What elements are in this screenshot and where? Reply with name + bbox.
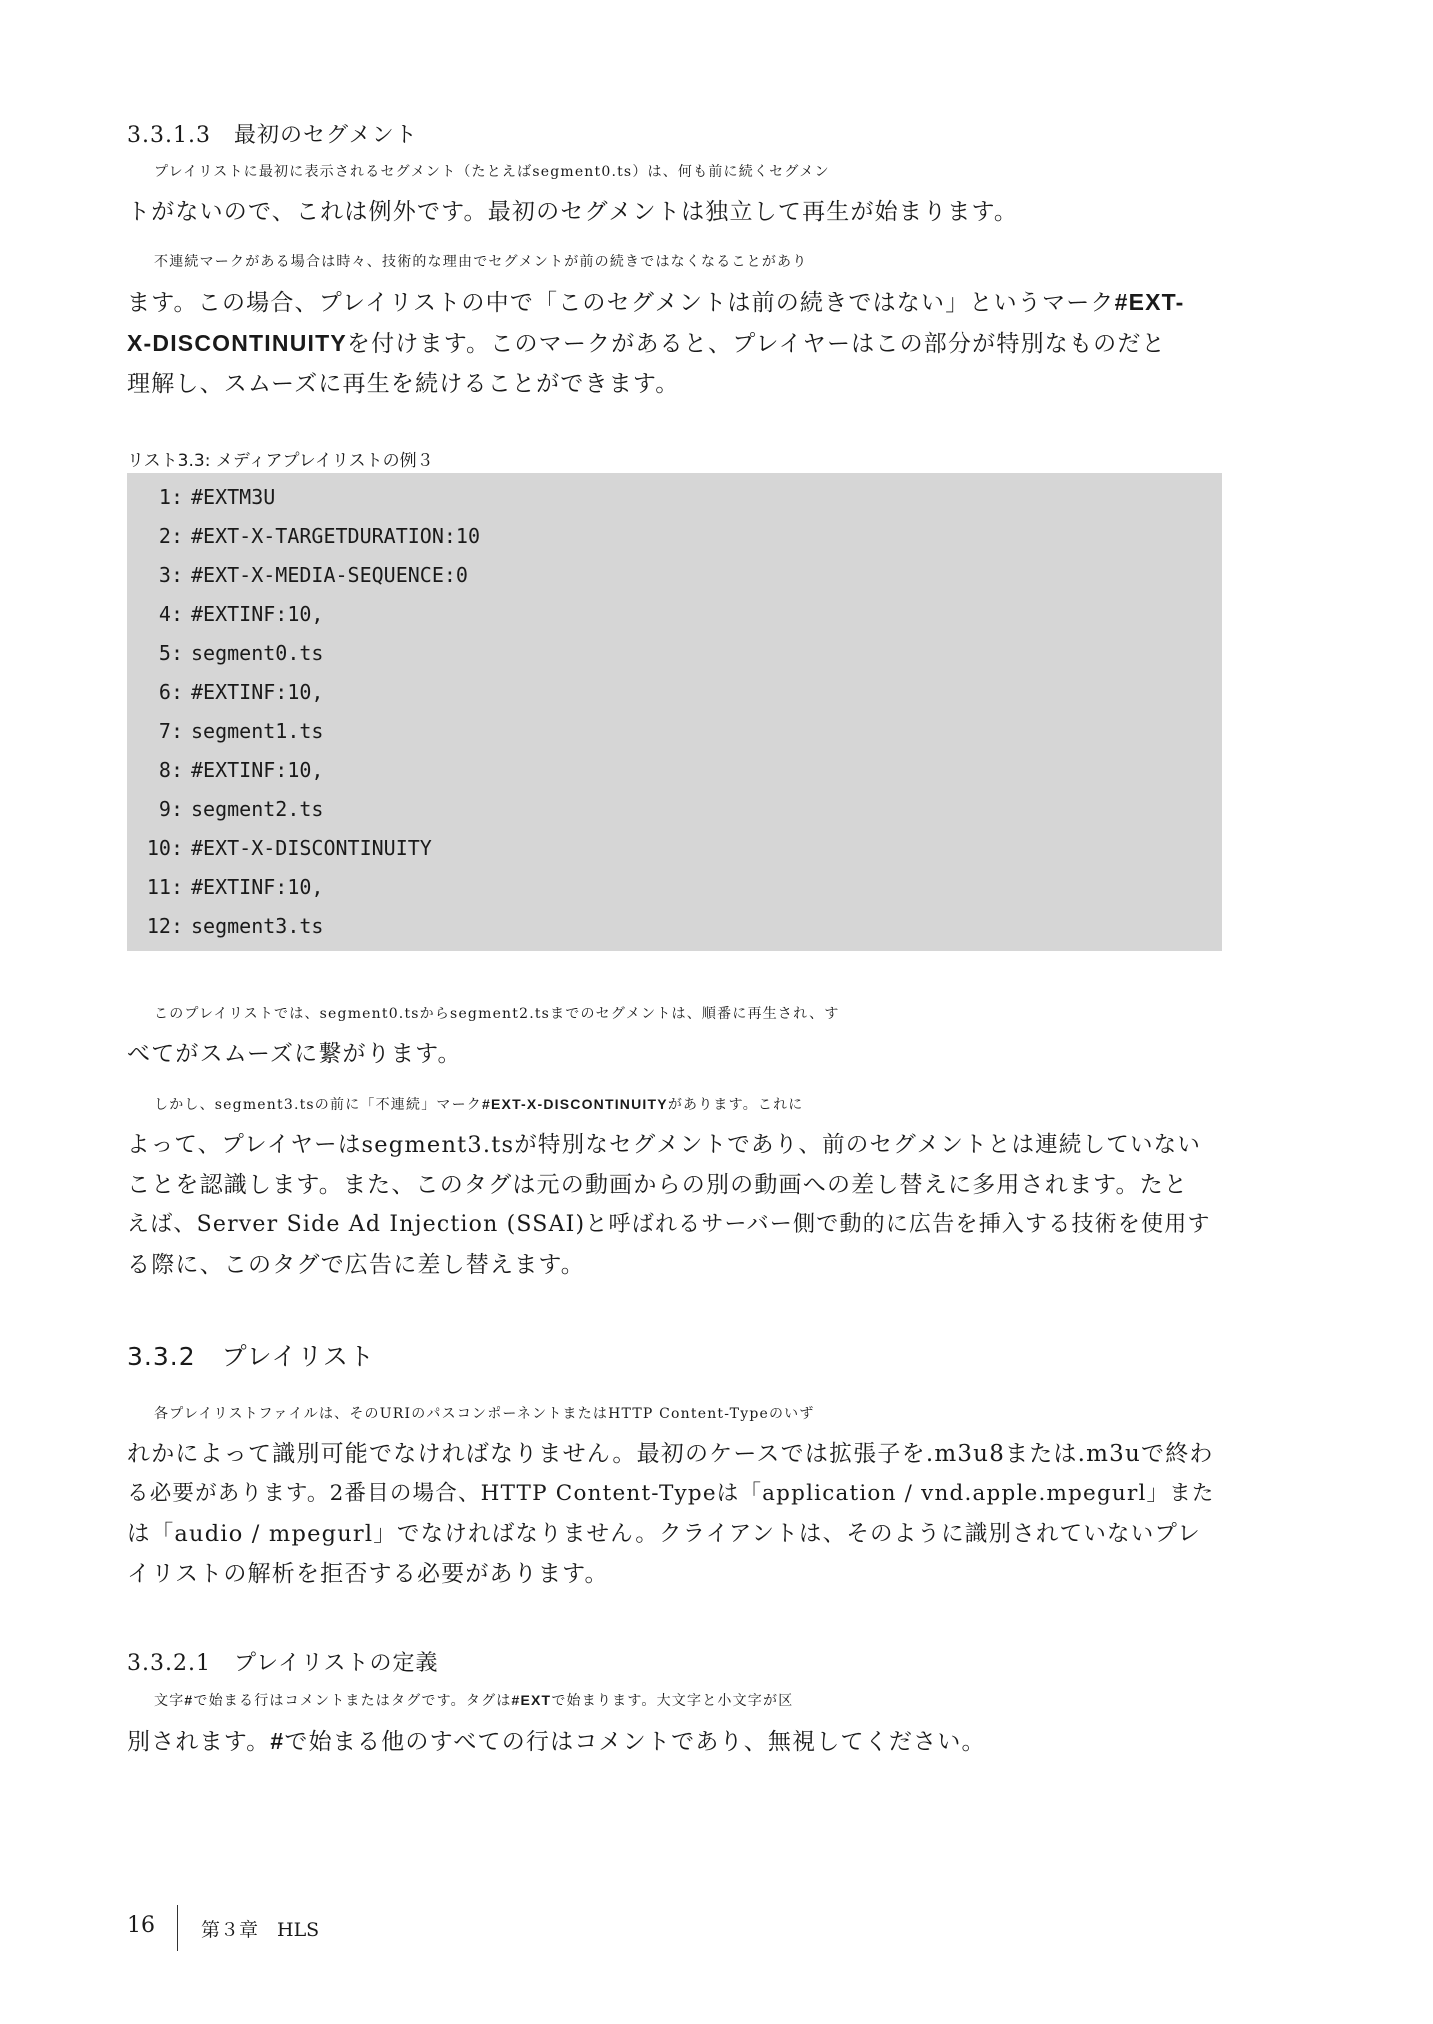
code-line	[127, 906, 1222, 946]
tag-keyword: #	[270, 1728, 285, 1754]
paragraph-line: プレイリストに最初に表示されるセグメント（たとえばsegment0.ts）は、何も前に続くセグメン	[154, 164, 830, 180]
paragraph-listing-explanation	[127, 994, 1222, 1074]
line-number: 1:	[158, 485, 183, 509]
text-run: で始まる他のすべての行はコメントであり、無視してください。	[284, 1729, 986, 1755]
paragraph-line: ことを認識します。また、このタグは元の動画からの別の動画への差し替えに多用されます。たと	[127, 1172, 1189, 1198]
code-listing	[127, 473, 1222, 951]
paragraph-line	[127, 282, 1222, 323]
line-number: 11:	[146, 875, 183, 899]
text-run: しかし、segment3.tsの前に「不連続」マーク	[154, 1097, 483, 1113]
text-run: で始まります。大文字と小文字が区	[551, 1693, 794, 1709]
line-number: 8:	[158, 758, 183, 782]
paragraph-first-segment	[127, 152, 1222, 232]
text-run: ます。この場合、プレイリストの中で「このセグメントは前の続きではない」というマーク	[127, 290, 1115, 316]
paragraph-line	[127, 1721, 1222, 1762]
paragraph-line: えば、Server Side Ad Injection (SSAI)と呼ばれるサーバー側で動的に広告を挿入する技術を使用す	[127, 1212, 1211, 1237]
paragraph-line	[127, 1084, 1222, 1125]
code-text: #EXT-X-MEDIA-SEQUENCE:0	[191, 563, 468, 587]
listing-caption: リスト3.3: メディアプレイリストの例３	[127, 451, 434, 471]
footer-divider	[177, 1905, 178, 1951]
line-number: 5:	[158, 641, 183, 665]
code-line	[127, 789, 1222, 829]
paragraph-line: は「audio / mpegurl」でなければなりません。クライアントは、そのように識別されていないプレ	[127, 1521, 1201, 1547]
paragraph-line: れかによって識別可能でなければなりません。最初のケースでは拡張子を.m3u8または.m3uで終わ	[127, 1441, 1214, 1467]
line-number: 4:	[158, 602, 183, 626]
text-run: 文字	[154, 1693, 185, 1709]
code-text: segment1.ts	[191, 719, 324, 743]
paragraph-line: る際に、このタグで広告に差し替えます。	[127, 1252, 585, 1278]
code-text: segment0.ts	[191, 641, 324, 665]
code-line	[127, 555, 1222, 595]
code-line	[127, 711, 1222, 751]
page-number: 16	[127, 1913, 155, 1938]
paragraph-line: トがないので、これは例外です。最初のセグメントは独立して再生が始まります。	[127, 199, 1019, 225]
code-text: segment2.ts	[191, 797, 324, 821]
section-heading-3-3-2-1: 3.3.2.1 プレイリストの定義	[127, 1651, 439, 1676]
text-run: があります。これに	[667, 1097, 804, 1113]
code-line	[127, 750, 1222, 790]
tag-keyword: #EXT-X-DISCONTINUITY	[482, 1096, 668, 1112]
line-number: 2:	[158, 524, 183, 548]
paragraph-line: る必要があります。2番目の場合、HTTP Content-Typeは「application / vnd.apple.mpegurl」また	[127, 1481, 1215, 1506]
code-line	[127, 516, 1222, 556]
line-number: 12:	[146, 914, 183, 938]
paragraph-line	[127, 323, 1222, 364]
paragraph-line: イリストの解析を拒否する必要があります。	[127, 1561, 609, 1587]
section-heading-3-3-1-3: 3.3.1.3 最初のセグメント	[127, 123, 418, 148]
code-text: #EXTM3U	[191, 485, 276, 509]
paragraph-line: べてがスムーズに繋がります。	[127, 1041, 462, 1067]
code-line	[127, 477, 1222, 517]
code-text: #EXT-X-DISCONTINUITY	[191, 836, 432, 860]
paragraph-line	[127, 1680, 1222, 1721]
text-run: 別されます。	[127, 1729, 271, 1755]
paragraph-playlist-identification	[127, 1394, 1222, 1594]
paragraph-playlist-definition	[127, 1680, 1222, 1762]
line-number: 6:	[158, 680, 183, 704]
code-text: #EXTINF:10,	[191, 875, 324, 899]
tag-keyword: #EXT	[511, 1692, 552, 1708]
line-number: 10:	[146, 836, 183, 860]
code-line	[127, 828, 1222, 868]
paragraph-line: よって、プレイヤーはsegment3.tsが特別なセグメントであり、前のセグメントとは連続していない	[127, 1132, 1202, 1158]
chapter-label: 第３章 HLS	[201, 1919, 320, 1941]
paragraph-segment3	[127, 1084, 1222, 1285]
line-number: 3:	[158, 563, 183, 587]
paragraph-line: 各プレイリストファイルは、そのURIのパスコンポーネントまたはHTTP Content-Typeのいず	[154, 1406, 815, 1422]
code-line	[127, 867, 1222, 907]
code-text: segment3.ts	[191, 914, 324, 938]
paragraph-discontinuity-mark	[127, 242, 1222, 404]
code-line	[127, 633, 1222, 673]
paragraph-line: 不連続マークがある場合は時々、技術的な理由でセグメントが前の続きではなくなることがあり	[154, 254, 808, 270]
code-text: #EXTINF:10,	[191, 758, 324, 782]
tag-keyword: #EXT-	[1114, 289, 1185, 315]
paragraph-line: 理解し、スムーズに再生を続けることができます。	[127, 371, 680, 397]
code-text: #EXT-X-TARGETDURATION:10	[191, 524, 480, 548]
paragraph-line: このプレイリストでは、segment0.tsからsegment2.tsまでのセグメントは、順番に再生され、す	[154, 1006, 840, 1022]
tag-keyword: #	[184, 1692, 194, 1708]
code-text: #EXTINF:10,	[191, 602, 324, 626]
text-run: で始まる行はコメントまたはタグです。タグは	[193, 1693, 512, 1709]
code-text: #EXTINF:10,	[191, 680, 324, 704]
tag-keyword: X-DISCONTINUITY	[127, 330, 347, 356]
code-line	[127, 594, 1222, 634]
section-heading-3-3-2: 3.3.2 プレイリスト	[127, 1342, 375, 1371]
line-number: 9:	[158, 797, 183, 821]
text-run: を付けます。このマークがあると、プレイヤーはこの部分が特別なものだと	[346, 331, 1166, 357]
code-line	[127, 672, 1222, 712]
line-number: 7:	[158, 719, 183, 743]
